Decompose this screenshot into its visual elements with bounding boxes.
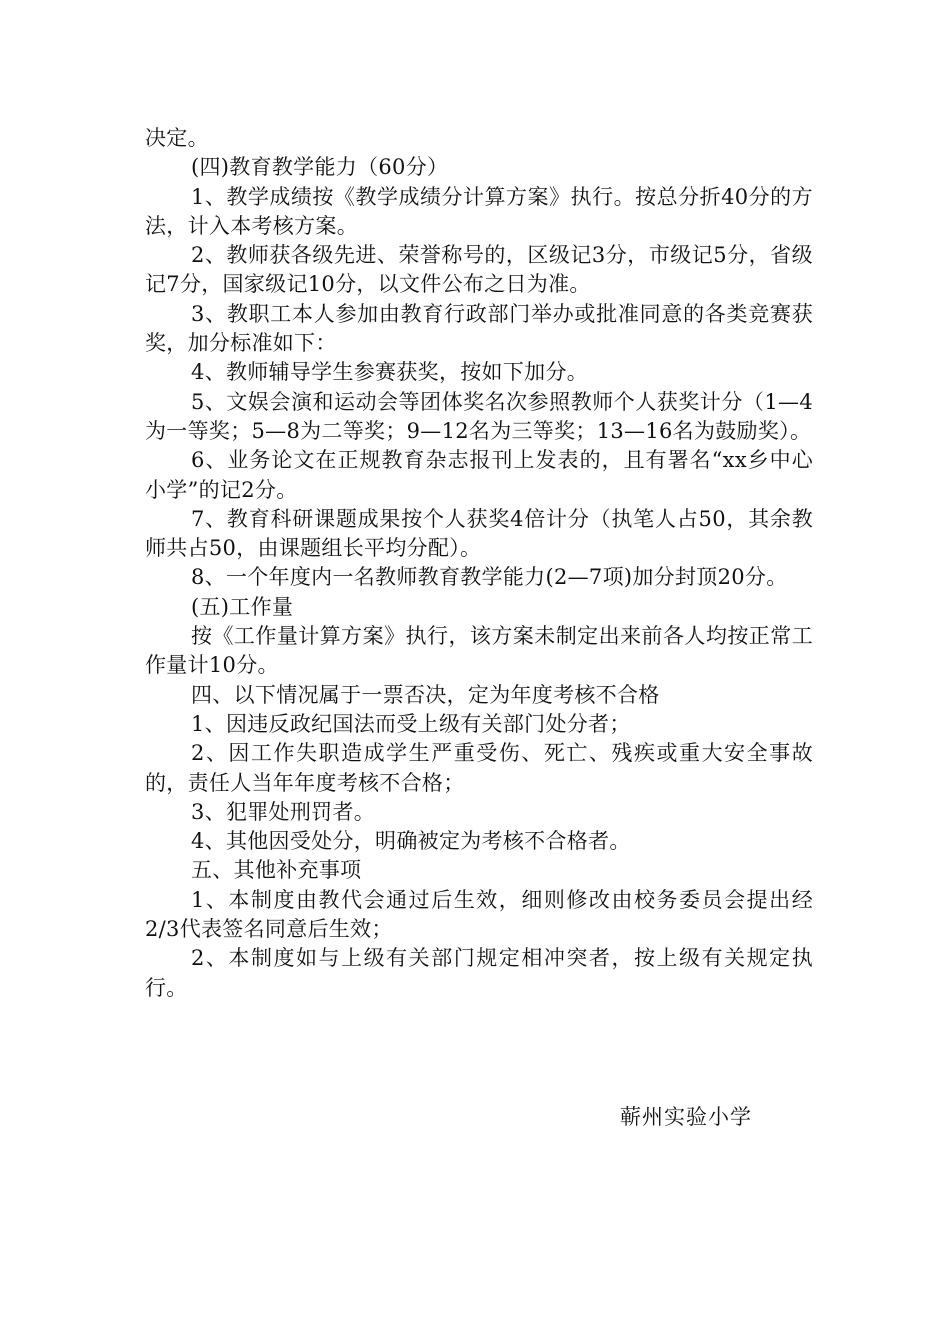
paragraph: 7、教育科研课题成果按个人获奖4倍计分（执笔人占50，其余教师共占50，由课题组长平均分配）。 [145,506,813,561]
section-heading-teaching-ability: (四)教育教学能力（60分） [191,155,449,180]
signature-school-name: 蕲州实验小学 [620,1105,752,1129]
paragraph: 2、教师获各级先进、荣誉称号的，区级记3分，市级记5分，省级记7分，国家级记10分，以文件公布之日为准。 [145,243,813,297]
paragraph: 3、犯罪处刑罚者。 [191,799,376,824]
paragraph: 1、因违反政纪国法而受上级有关部门处分者； [191,711,631,736]
paragraph: 1、教学成绩按《教学成绩分计算方案》执行。按总分折40分的方法，计入本考核方案。 [145,184,813,238]
paragraph: 8、一个年度内一名教师教育教学能力(2—7项)加分封顶20分。 [191,565,788,590]
section-heading-veto: 四、以下情况属于一票否决，定为年度考核不合格 [191,682,660,707]
section-heading-supplementary: 五、其他补充事项 [191,858,362,883]
document-body [145,124,813,1003]
paragraph: 2、因工作失职造成学生严重受伤、死亡、残疾或重大安全事故的，责任人当年年度考核不合格； [145,741,813,795]
paragraph: 2、本制度如与上级有关部门规定相冲突者，按上级有关规定执行。 [145,946,813,1000]
paragraph: 3、教职工本人参加由教育行政部门举办或批准同意的各类竞赛获奖，加分标准如下： [145,301,813,356]
section-heading-workload: (五)工作量 [191,594,294,619]
paragraph: 1、本制度由教代会通过后生效，细则修改由校务委员会提出经2/3代表签名同意后生效； [145,887,813,942]
paragraph: 6、业务论文在正规教育杂志报刊上发表的，且有署名“xx乡中心小学”的记2分。 [145,448,813,502]
paragraph: 决定。 [145,126,209,150]
paragraph: 4、教师辅导学生参赛获奖，按如下加分。 [191,360,589,385]
paragraph: 4、其他因受处分，明确被定为考核不合格者。 [191,829,631,854]
paragraph: 按《工作量计算方案》执行，该方案未制定出来前各人均按正常工作量计10分。 [145,624,813,678]
paragraph: 5、文娱会演和运动会等团体奖名次参照教师个人获奖计分（1—4为一等奖；5—8为二等奖；9—12名为三等奖；13—16名为鼓励奖）。 [145,389,813,443]
